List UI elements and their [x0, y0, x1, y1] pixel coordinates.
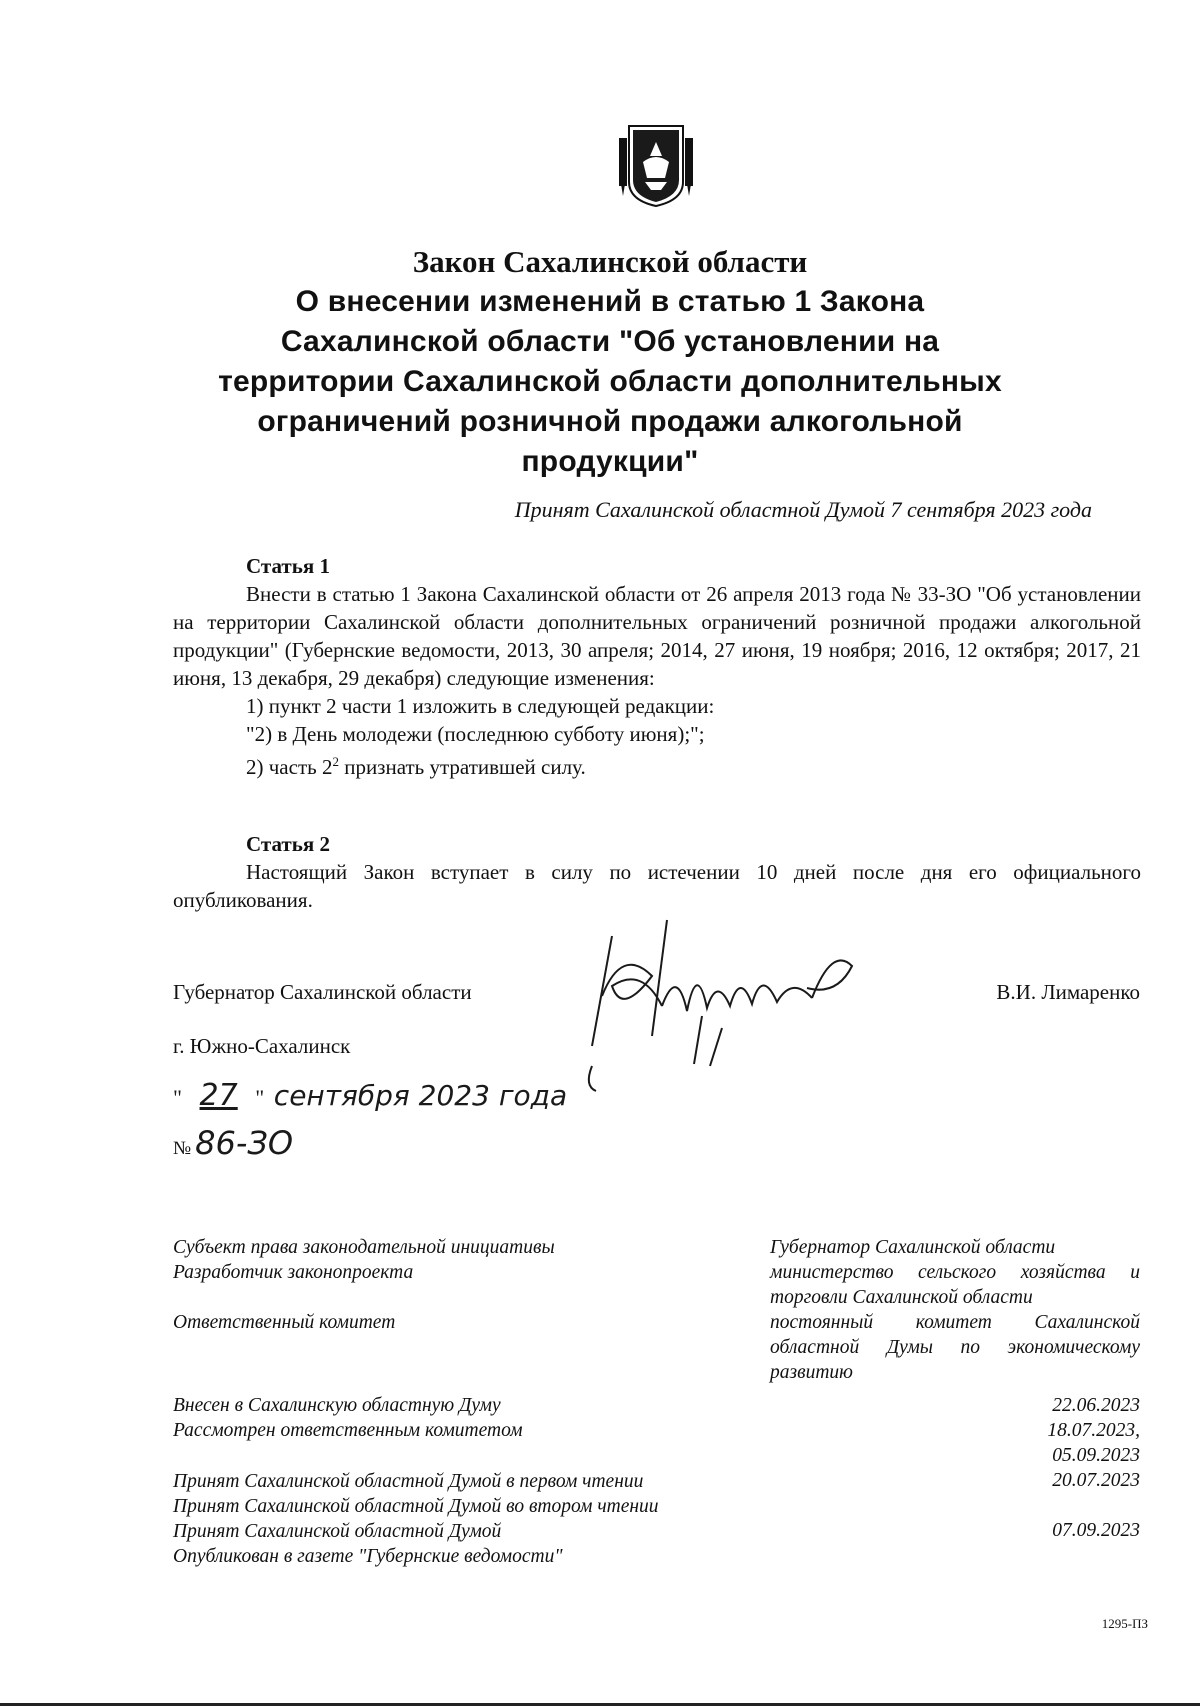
item-2-prefix: 2) часть 2 [246, 755, 333, 779]
article-2 [173, 830, 1141, 914]
meta-label: Субъект права законодательной инициативы [173, 1237, 555, 1258]
law-title: Закон Сахалинской области [412, 244, 808, 279]
title-block [180, 242, 1040, 482]
meta-label: Разработчик законопроекта [173, 1262, 414, 1283]
meta-values-right [770, 1235, 1140, 1385]
article-2-heading: Статья 2 [246, 832, 330, 856]
date-rest: сентября 2023 года [273, 1079, 568, 1112]
meta-labels-bottom-1 [173, 1393, 523, 1443]
meta-label: Принят Сахалинской областной Думой в первом чтении [173, 1471, 644, 1492]
meta-label: Принят Сахалинской областной Думой во втором чтении [173, 1496, 659, 1517]
meta-date: 22.06.2023 [1052, 1395, 1140, 1416]
city: г. Южно-Сахалинск [173, 1034, 351, 1058]
meta-date: 20.07.2023 [1052, 1470, 1140, 1491]
meta-dates [1047, 1393, 1140, 1543]
meta-date: 18.07.2023, [1047, 1420, 1140, 1441]
meta-date-spacer [1047, 1493, 1140, 1518]
date-close-quote: " [255, 1085, 265, 1110]
law-subtitle-line: ограничений розничной продажи алкогольной [257, 405, 963, 438]
meta-label-committee: Ответственный комитет [173, 1312, 396, 1333]
meta-label: Рассмотрен ответственным комитетом [173, 1420, 523, 1441]
coat-of-arms-icon [617, 122, 695, 208]
meta-label: Принят Сахалинской областной Думой [173, 1521, 502, 1542]
bottom-rule [0, 1703, 1200, 1706]
handwritten-signature [582, 916, 912, 1096]
law-number [173, 1124, 293, 1162]
law-subtitle-line: Сахалинской области "Об установлении на [280, 325, 940, 358]
meta-label: Внесен в Сахалинскую областную Думу [173, 1395, 501, 1416]
meta-value: министерство сельского хозяйства и торговли Сахалинской области [770, 1262, 1140, 1308]
article-1 [173, 552, 1141, 781]
number-prefix: № [173, 1138, 192, 1159]
meta-date: 07.09.2023 [1052, 1520, 1140, 1541]
article-1-item-2 [173, 748, 1141, 781]
meta-date: 05.09.2023 [1052, 1445, 1140, 1466]
number-value: 86-ЗО [195, 1124, 294, 1162]
adoption-note: Принят Сахалинской областной Думой 7 сентября 2023 года [514, 497, 1092, 522]
meta-value: Губернатор Сахалинской области [770, 1237, 1056, 1258]
law-subtitle-line: территории Сахалинской области дополнительных [218, 365, 1002, 398]
item-2-suffix: признать утратившей силу. [338, 755, 586, 779]
signing-date [173, 1078, 567, 1113]
law-subtitle-line: продукции" [521, 445, 699, 478]
article-1-intro: Внести в статью 1 Закона Сахалинской области от 26 апреля 2013 года № 33-ЗО "Об установлении на территории Сахалинской области дополнительных ограничений розничной продажи алкогольной продукции" (Губернские ведомости, 2013, 30 апреля; 2014, 27 июня, 19 ноября; 2016, 12 октября; 2017, 21 июня, 13 декабря, 29 декабря) следующие изменения: [173, 582, 1141, 690]
meta-value: постоянный комитет Сахалинской областной Думы по экономическому развитию [770, 1312, 1140, 1383]
governor-position: Губернатор Сахалинской области [173, 980, 472, 1004]
article-1-item-1: 1) пункт 2 части 1 изложить в следующей редакции: [246, 694, 715, 718]
item-2-superscript: 2 [332, 754, 339, 769]
meta-labels-bottom-2 [173, 1469, 659, 1569]
meta-label: Опубликован в газете "Губернские ведомости" [173, 1546, 563, 1567]
date-open-quote: " [173, 1085, 182, 1110]
article-1-heading: Статья 1 [246, 554, 330, 578]
article-1-item-1-text: "2) в День молодежи (последнюю субботу июня);"; [246, 722, 705, 746]
article-2-text: Настоящий Закон вступает в силу по истечении 10 дней после дня его официального опубликования. [173, 860, 1141, 912]
meta-labels-top [173, 1235, 555, 1285]
page-code: 1295-ПЗ [1101, 1616, 1148, 1631]
law-subtitle-line: О внесении изменений в статью 1 Закона [295, 285, 925, 318]
governor-name: В.И. Лимаренко [996, 980, 1140, 1004]
date-day: 27 [199, 1078, 238, 1113]
